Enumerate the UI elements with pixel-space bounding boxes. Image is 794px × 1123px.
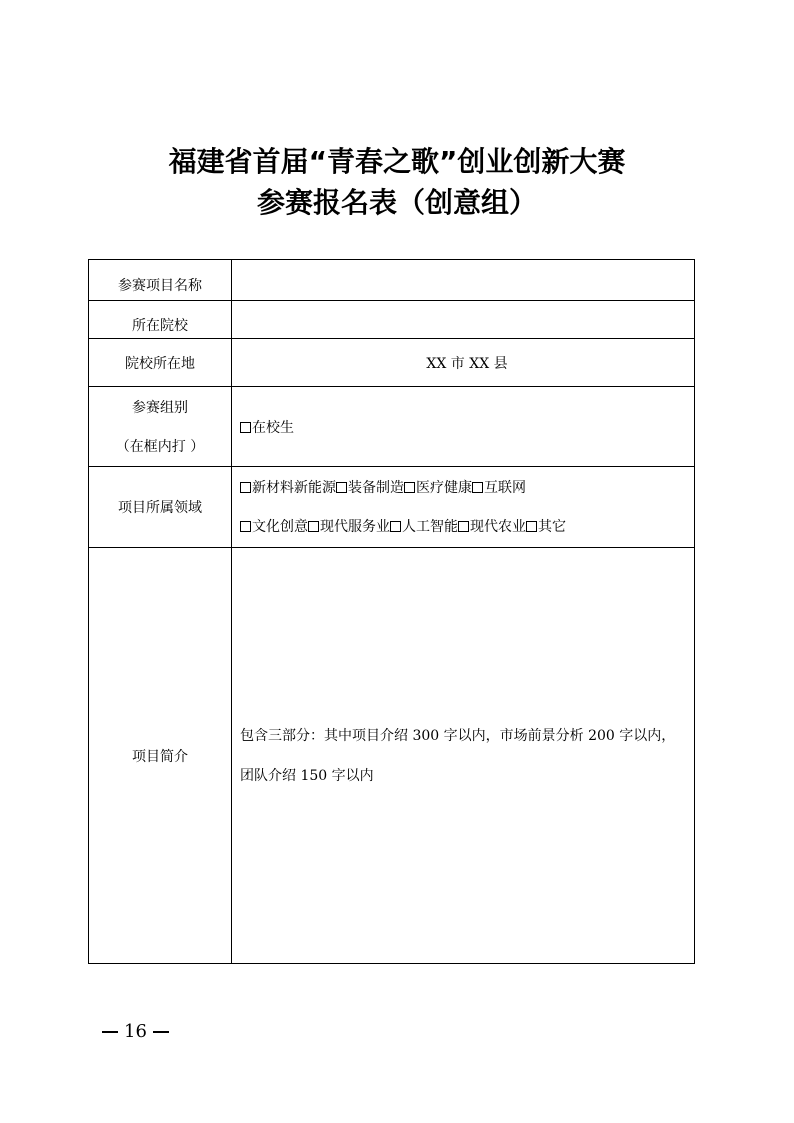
form-title-line-1: 福建省首届“青春之歌”创业创新大赛: [168, 145, 626, 178]
project-name-label-cell: [89, 260, 232, 301]
field-option[interactable]: [240, 480, 336, 496]
field-label: 项目所属领域: [118, 500, 202, 516]
row-school: [89, 301, 695, 339]
form-title-line-2: 参赛报名表（创意组）: [256, 186, 537, 219]
project-name-label: 参赛项目名称: [118, 278, 202, 294]
field-label-cell: [89, 467, 232, 548]
school-field[interactable]: [232, 301, 695, 339]
school-location-label-cell: [89, 339, 232, 387]
field-option[interactable]: [336, 480, 404, 496]
project-name-field[interactable]: [232, 260, 695, 301]
field-option[interactable]: [390, 519, 458, 535]
field-option-label: 现代服务业: [320, 518, 390, 535]
school-label-cell: [89, 301, 232, 339]
field-option[interactable]: [472, 480, 526, 496]
field-option-label: 人工智能: [402, 518, 458, 535]
row-project-name: [89, 260, 695, 301]
checkbox-icon[interactable]: [472, 482, 483, 493]
field-options-row-1: [240, 478, 694, 498]
row-project-summary: [89, 548, 695, 964]
group-label: 参赛组别: [132, 400, 188, 416]
field-options-row-2: [240, 517, 694, 537]
checkbox-icon[interactable]: [240, 521, 251, 532]
row-school-location: [89, 339, 695, 387]
page-number-value: 16: [124, 1021, 147, 1042]
checkbox-icon[interactable]: [526, 521, 537, 532]
group-option-label: 在校生: [252, 419, 294, 436]
summary-text-line-1: 包含三部分：其中项目介绍 300 字以内，市场前景分析 200 字以内，: [240, 727, 676, 744]
checkbox-icon[interactable]: [390, 521, 401, 532]
row-participation-group: [89, 387, 695, 467]
field-option-label: 现代农业: [470, 518, 526, 535]
dash-right: [153, 1031, 169, 1033]
summary-label: 项目简介: [132, 748, 188, 765]
checkbox-icon[interactable]: [404, 482, 415, 493]
field-option-label: 装备制造: [348, 479, 404, 496]
checkbox-icon[interactable]: [336, 482, 347, 493]
field-option[interactable]: [404, 480, 472, 496]
field-option[interactable]: [240, 519, 308, 535]
field-option-label: 新材料新能源: [252, 479, 336, 496]
dash-left: [102, 1031, 118, 1033]
field-option-label: 其它: [538, 518, 566, 535]
school-location-field[interactable]: [232, 339, 695, 387]
field-option[interactable]: [308, 519, 390, 535]
field-option[interactable]: [458, 519, 526, 535]
field-option-label: 医疗健康: [416, 479, 472, 496]
field-option[interactable]: [526, 519, 566, 535]
group-option-student[interactable]: [240, 420, 294, 436]
school-location-label: 院校所在地: [125, 355, 195, 372]
row-project-field: [89, 467, 695, 548]
school-label: 所在院校: [132, 317, 188, 334]
field-option-label: 互联网: [484, 479, 526, 496]
checkbox-icon[interactable]: [308, 521, 319, 532]
school-location-value: XX 市 XX 县: [426, 355, 508, 372]
group-label-hint: （在框内打 ）: [115, 439, 205, 455]
checkbox-icon[interactable]: [240, 482, 251, 493]
summary-label-cell: [89, 548, 232, 964]
checkbox-icon[interactable]: [458, 521, 469, 532]
field-option-label: 文化创意: [252, 518, 308, 535]
summary-text-line-2: 团队介绍 150 字以内: [240, 767, 374, 784]
checkbox-icon[interactable]: [240, 422, 251, 433]
field-options-cell: [232, 467, 695, 548]
group-options-cell: [232, 387, 695, 467]
page-number: [96, 1020, 175, 1044]
registration-form-table: [88, 259, 695, 964]
summary-field[interactable]: [232, 548, 695, 964]
group-label-cell: [89, 387, 232, 467]
